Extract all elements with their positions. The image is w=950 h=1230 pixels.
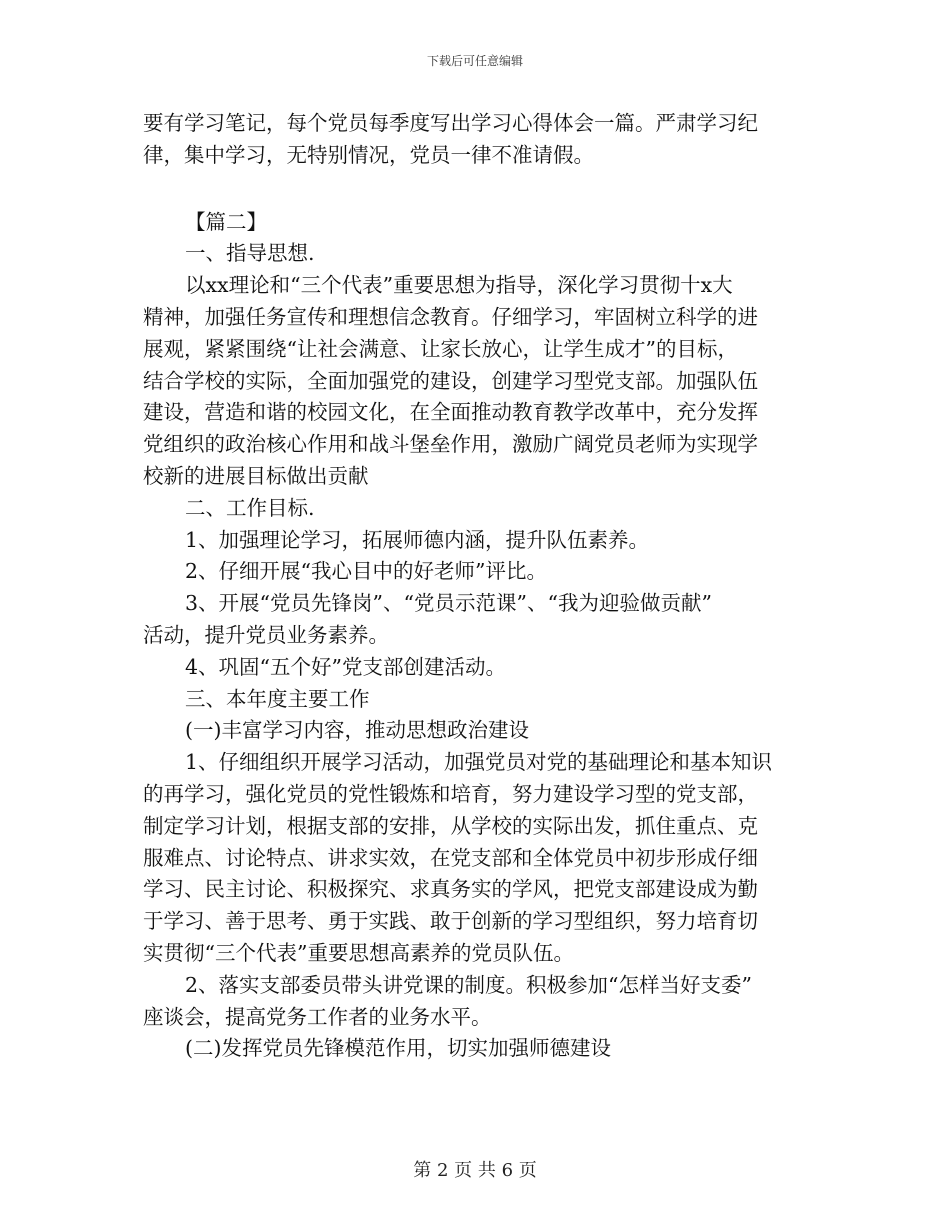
text-line: 活动，提升党员业务素养。: [143, 622, 389, 647]
section-heading: 二、工作目标.: [185, 495, 315, 520]
sub-heading: (二)发挥党员先锋模范作用，切实加强师德建设: [185, 1036, 611, 1061]
text-line: 于学习、善于思考、勇于实践、敢于创新的学习型组织，努力培育切: [143, 909, 758, 934]
list-item: 2、仔细开展“我心目中的好老师”评比。: [185, 559, 548, 584]
text-line: 精神，加强任务宣传和理想信念教育。仔细学习，牢固树立科学的进: [143, 304, 758, 329]
text-line: 结合学校的实际，全面加强党的建设，创建学习型党支部。加强队伍: [143, 368, 758, 393]
text-line: 建设，营造和谐的校园文化，在全面推动教育教学改革中，充分发挥: [143, 400, 758, 425]
text-line: 律，集中学习，无特别情况，党员一律不准请假。: [143, 142, 594, 167]
document-body: [143, 108, 815, 1065]
text-line: 制定学习计划，根据支部的安排，从学校的实际出发，抓住重点、克: [143, 813, 758, 838]
text-line: 以xx理论和“三个代表”重要思想为指导，深化学习贯彻十x大: [185, 273, 733, 298]
text-line: 实贯彻“三个代表”重要思想高素养的党员队伍。: [143, 940, 574, 965]
page-header-note: 下载后可任意编辑: [426, 54, 523, 68]
text-line: 校新的进展目标做出贡献: [143, 463, 369, 488]
page-number: 第 2 页 共 6 页: [413, 1160, 537, 1181]
list-item: 4、巩固“五个好”党支部创建活动。: [185, 654, 507, 679]
text-line: 要有学习笔记，每个党员每季度写出学习心得体会一篇。严肃学习纪: [143, 111, 758, 135]
section-heading: 一、指导思想.: [185, 241, 315, 266]
section-heading: 三、本年度主要工作: [185, 686, 370, 711]
list-item: 2、落实支部委员带头讲党课的制度。积极参加“怎样当好支委”: [185, 972, 753, 997]
text-line: 展观，紧紧围绕“让社会满意、让家长放心，让学生成才”的目标，: [143, 336, 738, 361]
section-tag: 【篇二】: [185, 209, 267, 234]
text-line: 座谈会，提高党务工作者的业务水平。: [143, 1004, 492, 1029]
list-item: 1、仔细组织开展学习活动，加强党员对党的基础理论和基本知识: [185, 750, 773, 775]
text-line: 的再学习，强化党员的党性锻炼和培育，努力建设学习型的党支部，: [143, 781, 758, 806]
text-line: 服难点、讨论特点、讲求实效，在党支部和全体党员中初步形成仔细: [143, 845, 758, 870]
paragraph-gap: [143, 172, 815, 207]
text-line: 学习、民主讨论、积极探究、求真务实的学风，把党支部建设成为勤: [143, 877, 758, 902]
list-item: 3、开展“党员先锋岗”、“党员示范课”、“我为迎验做贡献”: [185, 591, 712, 616]
text-line: 党组织的政治核心作用和战斗堡垒作用，激励广阔党员老师为实现学: [143, 432, 758, 457]
sub-heading: (一)丰富学习内容，推动思想政治建设: [185, 718, 529, 743]
list-item: 1、加强理论学习，拓展师德内涵，提升队伍素养。: [185, 527, 650, 552]
